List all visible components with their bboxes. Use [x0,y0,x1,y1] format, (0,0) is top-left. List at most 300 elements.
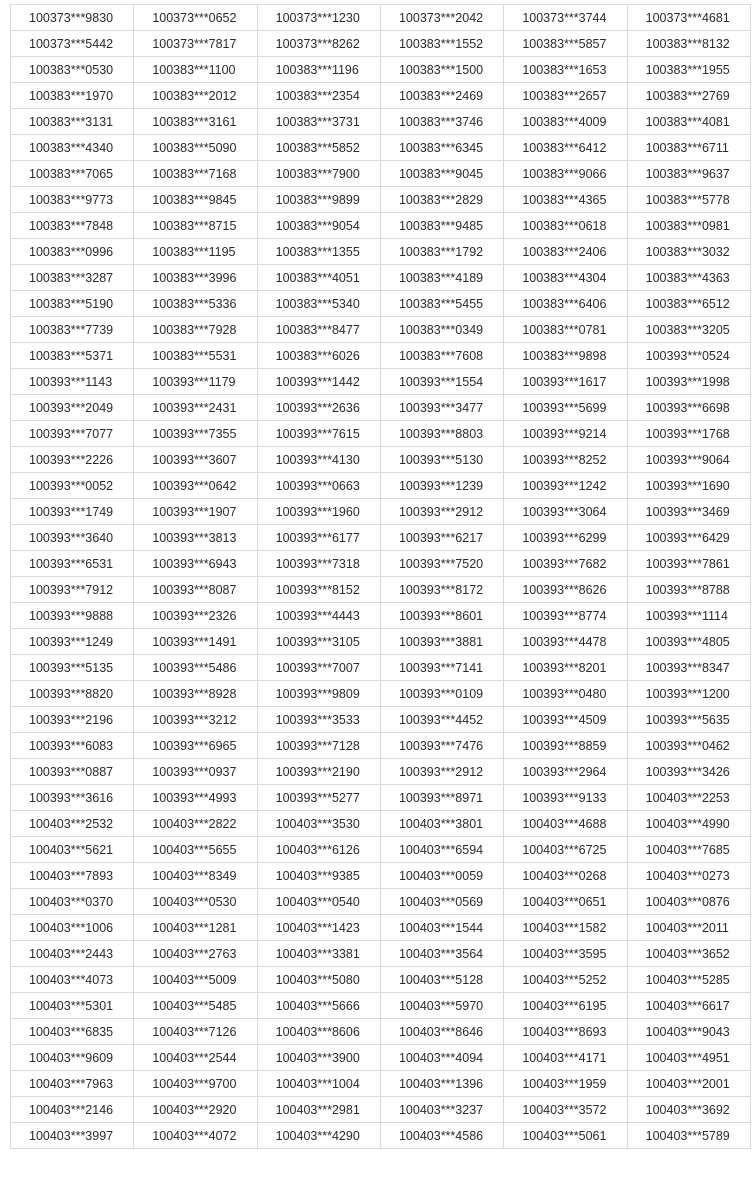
table-cell: 100393***0937 [134,759,257,785]
table-cell: 100393***7128 [257,733,380,759]
table-cell: 100403***1281 [134,915,257,941]
table-cell: 100393***4452 [380,707,503,733]
table-cell: 100393***2912 [380,759,503,785]
table-cell: 100393***8626 [504,577,627,603]
table-cell: 100383***7608 [380,343,503,369]
table-row [11,499,751,525]
table-cell: 100383***5340 [257,291,380,317]
table-cell: 100403***0876 [627,889,750,915]
table-row [11,1097,751,1123]
table-cell: 100403***6835 [11,1019,134,1045]
table-row [11,837,751,863]
table-cell: 100403***4951 [627,1045,750,1071]
table-cell: 100393***6698 [627,395,750,421]
table-cell: 100393***6177 [257,525,380,551]
table-cell: 100383***4365 [504,187,627,213]
table-cell: 100403***3530 [257,811,380,837]
table-row [11,993,751,1019]
table-cell: 100393***6299 [504,525,627,551]
table-cell: 100403***4072 [134,1123,257,1149]
table-cell: 100403***5252 [504,967,627,993]
table-cell: 100383***7900 [257,161,380,187]
table-cell: 100403***1004 [257,1071,380,1097]
table-cell: 100393***1554 [380,369,503,395]
table-cell: 100383***6711 [627,135,750,161]
table-cell: 100403***1396 [380,1071,503,1097]
table-cell: 100383***2829 [380,187,503,213]
table-row [11,317,751,343]
table-cell: 100383***9898 [504,343,627,369]
table-cell: 100393***1768 [627,421,750,447]
table-row [11,369,751,395]
table-cell: 100403***2981 [257,1097,380,1123]
table-cell: 100403***5061 [504,1123,627,1149]
table-row [11,1045,751,1071]
table-cell: 100393***0109 [380,681,503,707]
table-cell: 100383***8132 [627,31,750,57]
table-cell: 100393***2196 [11,707,134,733]
table-cell: 100383***9045 [380,161,503,187]
table-cell: 100403***7963 [11,1071,134,1097]
table-cell: 100403***7893 [11,863,134,889]
table-cell: 100393***2226 [11,447,134,473]
table-cell: 100383***2406 [504,239,627,265]
table-row [11,811,751,837]
table-cell: 100373***4681 [627,5,750,31]
table-cell: 100393***4130 [257,447,380,473]
table-cell: 100403***3572 [504,1097,627,1123]
table-row [11,265,751,291]
table-cell: 100393***7615 [257,421,380,447]
table-cell: 100393***4478 [504,629,627,655]
table-cell: 100383***8477 [257,317,380,343]
table-cell: 100403***2253 [627,785,750,811]
table-cell: 100383***6026 [257,343,380,369]
table-cell: 100383***6512 [627,291,750,317]
table-cell: 100383***0981 [627,213,750,239]
table-cell: 100383***6406 [504,291,627,317]
table-cell: 100393***1200 [627,681,750,707]
table-row [11,655,751,681]
table-cell: 100383***4009 [504,109,627,135]
table-cell: 100403***6594 [380,837,503,863]
table-cell: 100383***1552 [380,31,503,57]
table-cell: 100403***2544 [134,1045,257,1071]
table-row [11,577,751,603]
table-cell: 100403***5301 [11,993,134,1019]
table-cell: 100403***4290 [257,1123,380,1149]
table-cell: 100383***4304 [504,265,627,291]
table-cell: 100403***4688 [504,811,627,837]
table-cell: 100403***2011 [627,915,750,941]
table-cell: 100403***0540 [257,889,380,915]
table-cell: 100393***9064 [627,447,750,473]
table-cell: 100383***0349 [380,317,503,343]
table-cell: 100393***1960 [257,499,380,525]
table-cell: 100403***0651 [504,889,627,915]
table-cell: 100393***3813 [134,525,257,551]
table-cell: 100383***9054 [257,213,380,239]
table-cell: 100383***4051 [257,265,380,291]
table-cell: 100383***3287 [11,265,134,291]
table-cell: 100393***7912 [11,577,134,603]
table-cell: 100383***5531 [134,343,257,369]
table-cell: 100393***1179 [134,369,257,395]
table-row [11,967,751,993]
table-cell: 100383***9845 [134,187,257,213]
table-cell: 100403***9385 [257,863,380,889]
table-row [11,551,751,577]
table-cell: 100383***8715 [134,213,257,239]
table-cell: 100403***3381 [257,941,380,967]
table-cell: 100393***6083 [11,733,134,759]
table-cell: 100393***6943 [134,551,257,577]
table-cell: 100383***4189 [380,265,503,291]
table-cell: 100393***8971 [380,785,503,811]
table-cell: 100373***8262 [257,31,380,57]
table-cell: 100403***1544 [380,915,503,941]
table-cell: 100403***4094 [380,1045,503,1071]
table-cell: 100383***0996 [11,239,134,265]
table-cell: 100393***5486 [134,655,257,681]
table-cell: 100393***8201 [504,655,627,681]
table-cell: 100383***6345 [380,135,503,161]
table-cell: 100383***7928 [134,317,257,343]
table-cell: 100403***5621 [11,837,134,863]
table-cell: 100393***1114 [627,603,750,629]
table-cell: 100403***2146 [11,1097,134,1123]
table-cell: 100383***5857 [504,31,627,57]
table-cell: 100393***2326 [134,603,257,629]
table-cell: 100403***6725 [504,837,627,863]
table-cell: 100403***6126 [257,837,380,863]
table-cell: 100403***5009 [134,967,257,993]
table-cell: 100403***4990 [627,811,750,837]
table-cell: 100393***2912 [380,499,503,525]
table-cell: 100383***5778 [627,187,750,213]
table-cell: 100383***7065 [11,161,134,187]
table-cell: 100403***1959 [504,1071,627,1097]
table-cell: 100403***0268 [504,863,627,889]
table-cell: 100393***1442 [257,369,380,395]
table-cell: 100393***1907 [134,499,257,525]
table-cell: 100403***0059 [380,863,503,889]
table-cell: 100383***1100 [134,57,257,83]
table-row [11,421,751,447]
table-row [11,681,751,707]
table-cell: 100393***4443 [257,603,380,629]
table-cell: 100383***2012 [134,83,257,109]
table-cell: 100403***1423 [257,915,380,941]
table-cell: 100393***3616 [11,785,134,811]
table-row [11,603,751,629]
table-cell: 100383***4081 [627,109,750,135]
table-cell: 100393***4805 [627,629,750,655]
table-cell: 100383***3205 [627,317,750,343]
table-cell: 100403***3595 [504,941,627,967]
table-cell: 100383***0618 [504,213,627,239]
table-cell: 100383***1355 [257,239,380,265]
table-cell: 100383***7168 [134,161,257,187]
table-cell: 100383***9485 [380,213,503,239]
table-cell: 100373***2042 [380,5,503,31]
table-cell: 100393***8252 [504,447,627,473]
table-cell: 100393***0663 [257,473,380,499]
table-cell: 100393***7355 [134,421,257,447]
table-cell: 100403***4073 [11,967,134,993]
table-row [11,733,751,759]
table-cell: 100393***8087 [134,577,257,603]
table-row [11,915,751,941]
table-row [11,83,751,109]
table-row [11,57,751,83]
table-cell: 100373***1230 [257,5,380,31]
table-cell: 100403***8646 [380,1019,503,1045]
table-row [11,473,751,499]
table-cell: 100383***3996 [134,265,257,291]
table-cell: 100373***9830 [11,5,134,31]
table-row [11,785,751,811]
table-cell: 100403***0370 [11,889,134,915]
table-cell: 100383***7739 [11,317,134,343]
table-cell: 100393***2431 [134,395,257,421]
table-cell: 100383***2469 [380,83,503,109]
table-cell: 100393***3212 [134,707,257,733]
table-cell: 100393***8172 [380,577,503,603]
table-cell: 100393***1249 [11,629,134,655]
table-cell: 100393***3064 [504,499,627,525]
table-cell: 100403***2001 [627,1071,750,1097]
table-cell: 100383***2657 [504,83,627,109]
table-row [11,941,751,967]
table-cell: 100383***9637 [627,161,750,187]
table-cell: 100403***5485 [134,993,257,1019]
table-cell: 100403***7126 [134,1019,257,1045]
table-cell: 100403***2920 [134,1097,257,1123]
table-cell: 100403***5080 [257,967,380,993]
table-cell: 100393***6429 [627,525,750,551]
table-cell: 100403***5970 [380,993,503,1019]
table-cell: 100393***8601 [380,603,503,629]
table-cell: 100403***1006 [11,915,134,941]
table-cell: 100403***0273 [627,863,750,889]
table-cell: 100393***0052 [11,473,134,499]
table-cell: 100403***3801 [380,811,503,837]
table-cell: 100403***5128 [380,967,503,993]
table-cell: 100403***3997 [11,1123,134,1149]
table-cell: 100403***8606 [257,1019,380,1045]
table-row [11,395,751,421]
table-cell: 100393***7861 [627,551,750,577]
table-cell: 100403***3652 [627,941,750,967]
table-cell: 100403***2763 [134,941,257,967]
table-cell: 100373***5442 [11,31,134,57]
table-cell: 100383***3161 [134,109,257,135]
table-cell: 100393***1239 [380,473,503,499]
table-cell: 100383***0530 [11,57,134,83]
table-row [11,187,751,213]
table-cell: 100403***8349 [134,863,257,889]
table-cell: 100393***3477 [380,395,503,421]
table-cell: 100393***7682 [504,551,627,577]
table-cell: 100383***1955 [627,57,750,83]
table-cell: 100383***0781 [504,317,627,343]
table-cell: 100393***2636 [257,395,380,421]
table-cell: 100393***0462 [627,733,750,759]
table-cell: 100393***1617 [504,369,627,395]
table-cell: 100403***0569 [380,889,503,915]
table-cell: 100393***5135 [11,655,134,681]
table-cell: 100383***9899 [257,187,380,213]
table-cell: 100393***7476 [380,733,503,759]
table-cell: 100393***2964 [504,759,627,785]
table-cell: 100393***7520 [380,551,503,577]
table-cell: 100393***9133 [504,785,627,811]
table-cell: 100393***0887 [11,759,134,785]
table-cell: 100403***2822 [134,811,257,837]
table-cell: 100383***3746 [380,109,503,135]
table-cell: 100403***4171 [504,1045,627,1071]
table-row [11,161,751,187]
table-cell: 100403***7685 [627,837,750,863]
table-cell: 100393***1242 [504,473,627,499]
table-cell: 100383***5371 [11,343,134,369]
table-cell: 100393***8152 [257,577,380,603]
table-row [11,759,751,785]
table-cell: 100403***4586 [380,1123,503,1149]
table-cell: 100383***1653 [504,57,627,83]
table-row [11,525,751,551]
table-cell: 100393***0524 [627,343,750,369]
table-cell: 100393***3607 [134,447,257,473]
table-cell: 100403***1582 [504,915,627,941]
table-cell: 100393***6217 [380,525,503,551]
table-cell: 100383***1195 [134,239,257,265]
table-cell: 100393***4509 [504,707,627,733]
table-row [11,5,751,31]
table-cell: 100403***5285 [627,967,750,993]
table-cell: 100403***8693 [504,1019,627,1045]
table-cell: 100393***8928 [134,681,257,707]
table-cell: 100383***4363 [627,265,750,291]
table-cell: 100393***1491 [134,629,257,655]
table-cell: 100373***0652 [134,5,257,31]
table-cell: 100393***1143 [11,369,134,395]
table-cell: 100383***1970 [11,83,134,109]
table-cell: 100393***4993 [134,785,257,811]
table-row [11,889,751,915]
table-cell: 100403***5666 [257,993,380,1019]
table-cell: 100383***5190 [11,291,134,317]
table-cell: 100383***9066 [504,161,627,187]
table-cell: 100403***2532 [11,811,134,837]
table-row [11,1019,751,1045]
table-cell: 100403***3692 [627,1097,750,1123]
table-cell: 100393***1690 [627,473,750,499]
table-cell: 100403***3564 [380,941,503,967]
table-row [11,213,751,239]
table-cell: 100373***7817 [134,31,257,57]
table-cell: 100383***2354 [257,83,380,109]
table-cell: 100393***5130 [380,447,503,473]
table-cell: 100393***3640 [11,525,134,551]
table-cell: 100393***6965 [134,733,257,759]
table-cell: 100393***9214 [504,421,627,447]
table-cell: 100403***3900 [257,1045,380,1071]
table-row [11,135,751,161]
table-cell: 100393***1749 [11,499,134,525]
table-cell: 100403***6195 [504,993,627,1019]
table-cell: 100393***3881 [380,629,503,655]
table-cell: 100383***1196 [257,57,380,83]
table-row [11,707,751,733]
table-cell: 100393***7141 [380,655,503,681]
table-row [11,1123,751,1149]
table-cell: 100383***4340 [11,135,134,161]
table-cell: 100393***9809 [257,681,380,707]
table-cell: 100393***9888 [11,603,134,629]
table-cell: 100393***0642 [134,473,257,499]
table-cell: 100393***3469 [627,499,750,525]
table-cell: 100393***2049 [11,395,134,421]
table-cell: 100403***3237 [380,1097,503,1123]
table-cell: 100403***0530 [134,889,257,915]
table-cell: 100383***3131 [11,109,134,135]
table-cell: 100383***5455 [380,291,503,317]
table-row [11,109,751,135]
table-cell: 100393***7007 [257,655,380,681]
table-cell: 100393***8859 [504,733,627,759]
masked-id-table [10,4,751,1149]
table-cell: 100393***3426 [627,759,750,785]
table-cell: 100403***2443 [11,941,134,967]
table-row [11,863,751,889]
table-cell: 100383***5336 [134,291,257,317]
table-cell: 100383***6412 [504,135,627,161]
table-cell: 100383***3032 [627,239,750,265]
table-cell: 100403***9700 [134,1071,257,1097]
table-cell: 100383***9773 [11,187,134,213]
table-cell: 100393***1998 [627,369,750,395]
table-body [11,5,751,1149]
table-cell: 100383***5090 [134,135,257,161]
table-row [11,239,751,265]
table-cell: 100403***9609 [11,1045,134,1071]
table-cell: 100403***5789 [627,1123,750,1149]
table-cell: 100393***3533 [257,707,380,733]
table-cell: 100393***8347 [627,655,750,681]
table-cell: 100393***2190 [257,759,380,785]
table-cell: 100383***1500 [380,57,503,83]
table-cell: 100383***5852 [257,135,380,161]
table-cell: 100393***5277 [257,785,380,811]
table-row [11,447,751,473]
table-cell: 100393***5699 [504,395,627,421]
table-row [11,31,751,57]
table-row [11,343,751,369]
table-row [11,291,751,317]
table-cell: 100393***0480 [504,681,627,707]
table-row [11,1071,751,1097]
table-row [11,629,751,655]
table-cell: 100403***9043 [627,1019,750,1045]
table-cell: 100383***7848 [11,213,134,239]
table-cell: 100393***8774 [504,603,627,629]
table-cell: 100393***8803 [380,421,503,447]
table-cell: 100383***3731 [257,109,380,135]
table-cell: 100383***1792 [380,239,503,265]
table-cell: 100403***5655 [134,837,257,863]
